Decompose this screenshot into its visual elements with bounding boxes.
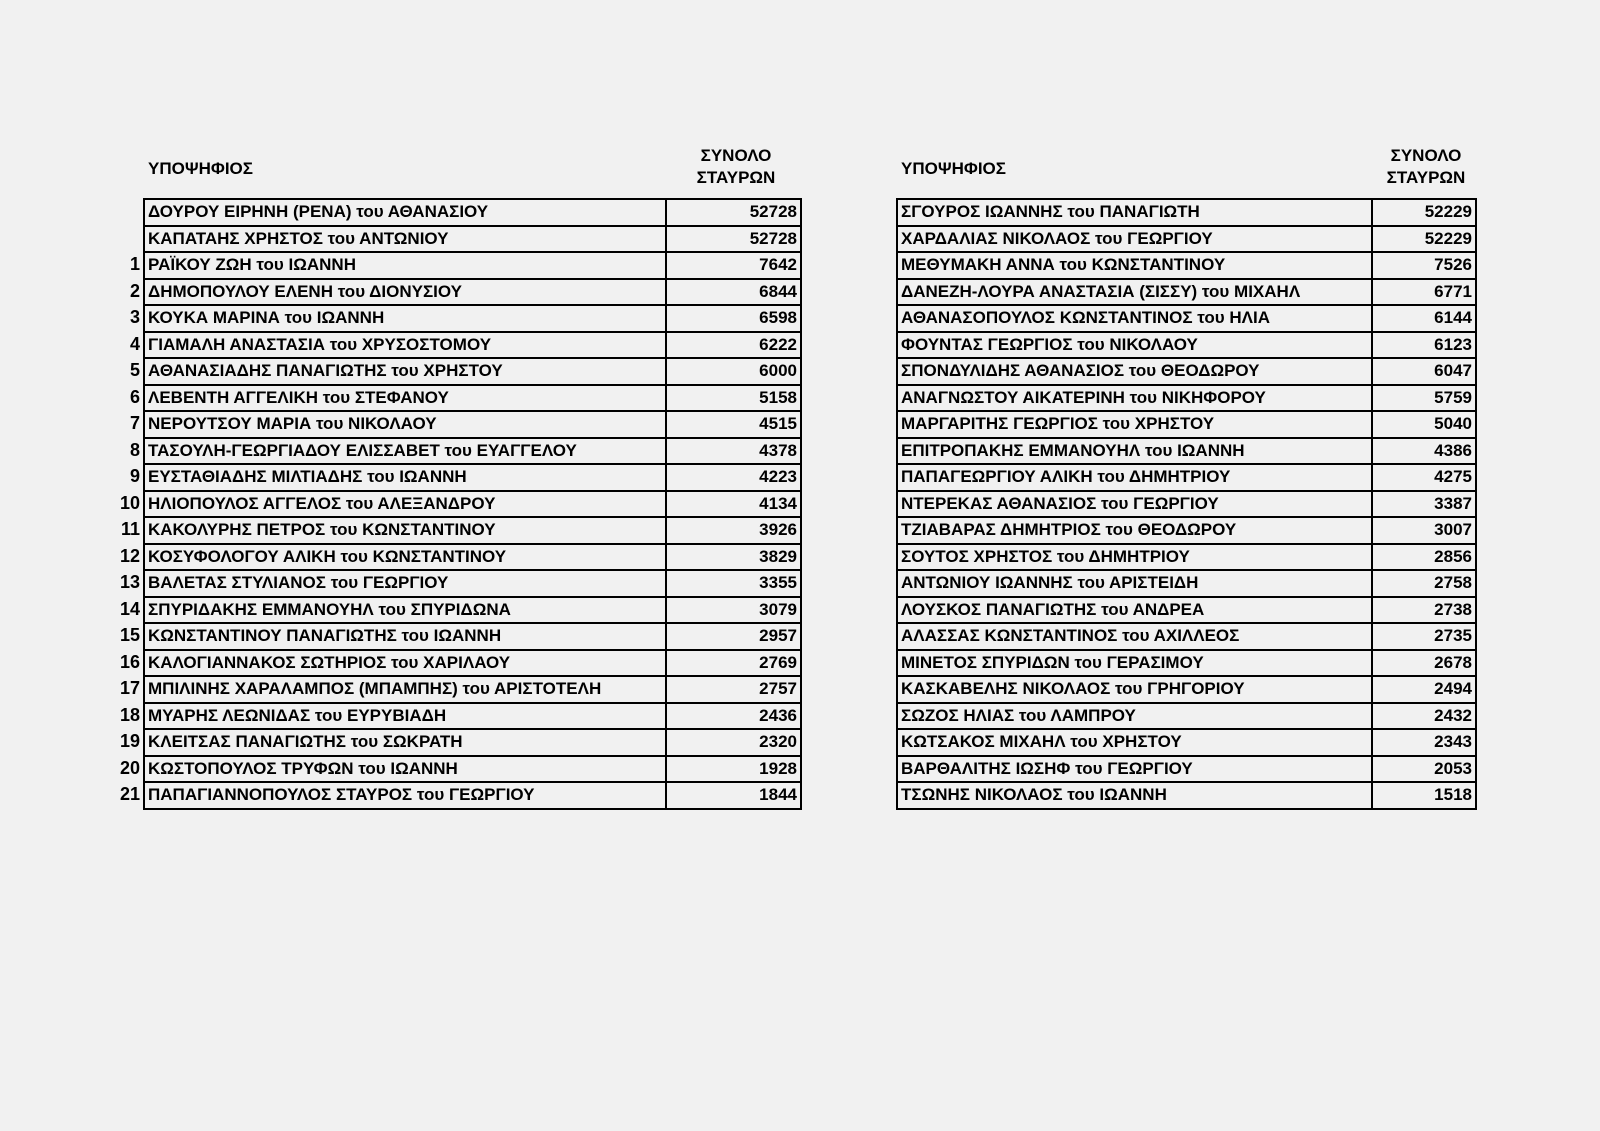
rank-number: 21 — [119, 784, 140, 804]
rank-number: 17 — [119, 678, 140, 698]
rank-number: 11 — [120, 519, 140, 539]
vote-total: 6222 — [666, 332, 801, 359]
left-table-row — [144, 438, 801, 465]
left-table-row — [144, 305, 801, 332]
candidate-name: ΜΑΡΓΑΡΙΤΗΣ ΓΕΩΡΓΙΟΣ του ΧΡΗΣΤΟΥ — [897, 411, 1372, 438]
right-table-row — [897, 703, 1476, 730]
vote-total: 4134 — [666, 491, 801, 518]
rank-number — [108, 198, 140, 225]
vote-total: 2343 — [1372, 729, 1476, 756]
candidate-name: ΛΕΒΕΝΤΗ ΑΓΓΕΛΙΚΗ του ΣΤΕΦΑΝΟΥ — [144, 385, 666, 412]
right-table-row — [897, 517, 1476, 544]
left-candidate-header: ΥΠΟΨΗΦΙΟΣ — [148, 159, 253, 178]
vote-total: 6144 — [1372, 305, 1476, 332]
candidate-name: ΒΑΡΘΑΛΙΤΗΣ ΙΩΣΗΦ του ΓΕΩΡΓΙΟΥ — [897, 756, 1372, 783]
right-table-row — [897, 226, 1476, 253]
candidate-name: ΚΩΣΤΟΠΟΥΛΟΣ ΤΡΥΦΩΝ του ΙΩΑΝΝΗ — [144, 756, 666, 783]
right-table-row — [897, 385, 1476, 412]
left-total-header-line1: ΣΥΝΟΛΟ — [700, 146, 772, 165]
right-table-row — [897, 650, 1476, 677]
vote-total: 3926 — [666, 517, 801, 544]
rank-number: 19 — [119, 731, 140, 751]
candidate-name: ΦΟΥΝΤΑΣ ΓΕΩΡΓΙΟΣ του ΝΙΚΟΛΑΟΥ — [897, 332, 1372, 359]
rank-number: 12 — [119, 545, 140, 566]
vote-total: 2769 — [666, 650, 801, 677]
right-table-row — [897, 491, 1476, 518]
candidate-name: ΑΘΑΝΑΣΙΑΔΗΣ ΠΑΝΑΓΙΩΤΗΣ του ΧΡΗΣΤΟΥ — [144, 358, 666, 385]
right-table-row — [897, 597, 1476, 624]
vote-total: 2738 — [1372, 597, 1476, 624]
candidate-name: ΕΠΙΤΡΟΠΑΚΗΣ ΕΜΜΑΝΟΥΗΛ του ΙΩΑΝΝΗ — [897, 438, 1372, 465]
left-table-row — [144, 491, 801, 518]
rank-number: 2 — [129, 280, 140, 301]
candidate-name: ΣΩΖΟΣ ΗΛΙΑΣ του ΛΑΜΠΡΟΥ — [897, 703, 1372, 730]
candidate-name: ΚΑΣΚΑΒΕΛΗΣ ΝΙΚΟΛΑΟΣ του ΓΡΗΓΟΡΙΟΥ — [897, 676, 1372, 703]
candidate-name: ΣΠΥΡΙΔΑΚΗΣ ΕΜΜΑΝΟΥΗΛ του ΣΠΥΡΙΔΩΝΑ — [144, 597, 666, 624]
rank-number: 7 — [129, 413, 140, 433]
vote-total: 3007 — [1372, 517, 1476, 544]
candidate-name: ΜΙΝΕΤΟΣ ΣΠΥΡΙΔΩΝ του ΓΕΡΑΣΙΜΟΥ — [897, 650, 1372, 677]
rank-number: 16 — [119, 651, 140, 672]
vote-total: 3387 — [1372, 491, 1476, 518]
vote-total: 2436 — [666, 703, 801, 730]
candidate-name: ΚΩΝΣΤΑΝΤΙΝΟΥ ΠΑΝΑΓΙΩΤΗΣ του ΙΩΑΝΝΗ — [144, 623, 666, 650]
candidate-name: ΚΑΛΟΓΙΑΝΝΑΚΟΣ ΣΩΤΗΡΙΟΣ του ΧΑΡΙΛΑΟΥ — [144, 650, 666, 677]
left-total-header — [671, 145, 801, 189]
candidate-name: ΚΑΠΑΤΑΗΣ ΧΡΗΣΤΟΣ του ΑΝΤΩΝΙΟΥ — [144, 226, 666, 253]
candidate-name: ΣΓΟΥΡΟΣ ΙΩΑΝΝΗΣ του ΠΑΝΑΓΙΩΤΗ — [897, 199, 1372, 226]
vote-total: 2957 — [666, 623, 801, 650]
vote-total: 2757 — [666, 676, 801, 703]
candidate-name: ΒΑΛΕΤΑΣ ΣΤΥΛΙΑΝΟΣ του ΓΕΩΡΓΙΟΥ — [144, 570, 666, 597]
vote-total: 5158 — [666, 385, 801, 412]
vote-total: 6123 — [1372, 332, 1476, 359]
left-table-row — [144, 358, 801, 385]
candidate-name: ΣΠΟΝΔΥΛΙΔΗΣ ΑΘΑΝΑΣΙΟΣ του ΘΕΟΔΩΡΟΥ — [897, 358, 1372, 385]
right-table-row — [897, 358, 1476, 385]
vote-total: 3079 — [666, 597, 801, 624]
rank-number: 6 — [129, 386, 140, 407]
vote-total: 6844 — [666, 279, 801, 306]
right-table-row — [897, 756, 1476, 783]
vote-total: 7642 — [666, 252, 801, 279]
candidate-name: ΔΟΥΡΟΥ ΕΙΡΗΝΗ (ΡΕΝΑ) του ΑΘΑΝΑΣΙΟΥ — [144, 199, 666, 226]
right-table-row — [897, 199, 1476, 226]
left-total-header-line2: ΣΤΑΥΡΩΝ — [696, 168, 776, 187]
vote-total: 2856 — [1372, 544, 1476, 571]
right-total-header — [1361, 145, 1491, 189]
right-total-header-line2: ΣΤΑΥΡΩΝ — [1386, 168, 1466, 187]
rank-number: 20 — [119, 757, 140, 778]
vote-total: 7526 — [1372, 252, 1476, 279]
vote-total: 3829 — [666, 544, 801, 571]
vote-total: 4275 — [1372, 464, 1476, 491]
candidate-name: ΔΑΝΕΖΗ-ΛΟΥΡΑ ΑΝΑΣΤΑΣΙΑ (ΣΙΣΣΥ) του ΜΙΧΑΗΛ — [897, 279, 1372, 306]
right-table-row — [897, 411, 1476, 438]
candidate-name: ΚΩΤΣΑΚΟΣ ΜΙΧΑΗΛ του ΧΡΗΣΤΟΥ — [897, 729, 1372, 756]
left-table-row — [144, 703, 801, 730]
rank-number: 8 — [129, 439, 140, 460]
candidate-name: ΑΝΑΓΝΩΣΤΟΥ ΑΙΚΑΤΕΡΙΝΗ του ΝΙΚΗΦΟΡΟΥ — [897, 385, 1372, 412]
left-table-row — [144, 676, 801, 703]
rank-number: 14 — [119, 598, 140, 619]
candidate-name: ΑΝΤΩΝΙΟΥ ΙΩΑΝΝΗΣ του ΑΡΙΣΤΕΙΔΗ — [897, 570, 1372, 597]
left-table-row — [144, 756, 801, 783]
left-table-row — [144, 544, 801, 571]
vote-total: 2735 — [1372, 623, 1476, 650]
rank-number: 13 — [119, 572, 140, 592]
vote-total: 1844 — [666, 782, 801, 809]
left-table-row — [144, 199, 801, 226]
candidate-name: ΜΕΘΥΜΑΚΗ ΑΝΝΑ του ΚΩΝΣΤΑΝΤΙΝΟΥ — [897, 252, 1372, 279]
rank-number: 9 — [129, 466, 140, 486]
candidate-name: ΓΙΑΜΑΛΗ ΑΝΑΣΤΑΣΙΑ του ΧΡΥΣΟΣΤΟΜΟΥ — [144, 332, 666, 359]
left-results-table — [143, 198, 802, 810]
rank-number: 5 — [129, 360, 140, 380]
candidate-name: ΤΑΣΟΥΛΗ-ΓΕΩΡΓΙΑΔΟΥ ΕΛΙΣΣΑΒΕΤ του ΕΥΑΓΓΕΛΟΥ — [144, 438, 666, 465]
vote-total: 2320 — [666, 729, 801, 756]
candidate-name: ΜΥΑΡΗΣ ΛΕΩΝΙΔΑΣ του ΕΥΡΥΒΙΑΔΗ — [144, 703, 666, 730]
vote-total: 2758 — [1372, 570, 1476, 597]
right-table-row — [897, 570, 1476, 597]
right-table-row — [897, 623, 1476, 650]
vote-total: 52229 — [1372, 226, 1476, 253]
candidate-name: ΚΑΚΟΛΥΡΗΣ ΠΕΤΡΟΣ του ΚΩΝΣΤΑΝΤΙΝΟΥ — [144, 517, 666, 544]
rank-number: 1 — [129, 254, 140, 274]
left-table-row — [144, 226, 801, 253]
right-table-row — [897, 676, 1476, 703]
left-table-row — [144, 517, 801, 544]
vote-total: 52728 — [666, 199, 801, 226]
vote-total: 4386 — [1372, 438, 1476, 465]
candidate-name: ΤΖΙΑΒΑΡΑΣ ΔΗΜΗΤΡΙΟΣ του ΘΕΟΔΩΡΟΥ — [897, 517, 1372, 544]
candidate-name: ΡΑΪΚΟΥ ΖΩΗ του ΙΩΑΝΝΗ — [144, 252, 666, 279]
right-total-header-line1: ΣΥΝΟΛΟ — [1390, 146, 1462, 165]
left-table-row — [144, 597, 801, 624]
candidate-name: ΝΕΡΟΥΤΣΟΥ ΜΑΡΙΑ του ΝΙΚΟΛΑΟΥ — [144, 411, 666, 438]
vote-total: 2678 — [1372, 650, 1476, 677]
left-table-row — [144, 464, 801, 491]
left-table-row — [144, 782, 801, 809]
rank-number: 18 — [119, 704, 140, 725]
candidate-name: ΚΛΕΙΤΣΑΣ ΠΑΝΑΓΙΩΤΗΣ του ΣΩΚΡΑΤΗ — [144, 729, 666, 756]
vote-total: 1928 — [666, 756, 801, 783]
vote-total: 6047 — [1372, 358, 1476, 385]
right-table-row — [897, 729, 1476, 756]
vote-total: 3355 — [666, 570, 801, 597]
vote-total: 4378 — [666, 438, 801, 465]
candidate-name: ΠΑΠΑΓΙΑΝΝΟΠΟΥΛΟΣ ΣΤΑΥΡΟΣ του ΓΕΩΡΓΙΟΥ — [144, 782, 666, 809]
rank-column — [108, 198, 140, 808]
left-table-row — [144, 252, 801, 279]
right-table-row — [897, 279, 1476, 306]
left-table-row — [144, 279, 801, 306]
candidate-name: ΧΑΡΔΑΛΙΑΣ ΝΙΚΟΛΑΟΣ του ΓΕΩΡΓΙΟΥ — [897, 226, 1372, 253]
vote-total: 4223 — [666, 464, 801, 491]
left-table-row — [144, 411, 801, 438]
right-table-row — [897, 464, 1476, 491]
vote-total: 1518 — [1372, 782, 1476, 809]
vote-total: 52728 — [666, 226, 801, 253]
vote-total: 2432 — [1372, 703, 1476, 730]
candidate-name: ΜΠΙΛΙΝΗΣ ΧΑΡΑΛΑΜΠΟΣ (ΜΠΑΜΠΗΣ) του ΑΡΙΣΤΟΤΕΛΗ — [144, 676, 666, 703]
vote-total: 5040 — [1372, 411, 1476, 438]
vote-total: 2494 — [1372, 676, 1476, 703]
vote-total: 52229 — [1372, 199, 1476, 226]
vote-total: 4515 — [666, 411, 801, 438]
candidate-name: ΣΟΥΤΟΣ ΧΡΗΣΤΟΣ του ΔΗΜΗΤΡΙΟΥ — [897, 544, 1372, 571]
left-table-row — [144, 570, 801, 597]
left-table-row — [144, 650, 801, 677]
candidate-name: ΛΟΥΣΚΟΣ ΠΑΝΑΓΙΩΤΗΣ του ΑΝΔΡΕΑ — [897, 597, 1372, 624]
candidate-name: ΑΛΑΣΣΑΣ ΚΩΝΣΤΑΝΤΙΝΟΣ του ΑΧΙΛΛΕΟΣ — [897, 623, 1372, 650]
right-table-row — [897, 782, 1476, 809]
left-table-row — [144, 332, 801, 359]
right-table-row — [897, 332, 1476, 359]
right-results-table — [896, 198, 1477, 810]
rank-number: 15 — [119, 625, 140, 645]
vote-total: 6771 — [1372, 279, 1476, 306]
rank-number — [108, 225, 140, 252]
candidate-name: ΔΗΜΟΠΟΥΛΟΥ ΕΛΕΝΗ του ΔΙΟΝΥΣΙΟΥ — [144, 279, 666, 306]
rank-number: 10 — [119, 492, 140, 513]
candidate-name: ΝΤΕΡΕΚΑΣ ΑΘΑΝΑΣΙΟΣ του ΓΕΩΡΓΙΟΥ — [897, 491, 1372, 518]
right-table-row — [897, 438, 1476, 465]
candidate-name: ΗΛΙΟΠΟΥΛΟΣ ΑΓΓΕΛΟΣ του ΑΛΕΞΑΝΔΡΟΥ — [144, 491, 666, 518]
left-table-row — [144, 385, 801, 412]
vote-total: 6000 — [666, 358, 801, 385]
right-table-row — [897, 252, 1476, 279]
candidate-name: ΑΘΑΝΑΣΟΠΟΥΛΟΣ ΚΩΝΣΤΑΝΤΙΝΟΣ του ΗΛΙΑ — [897, 305, 1372, 332]
candidate-name: ΕΥΣΤΑΘΙΑΔΗΣ ΜΙΛΤΙΑΔΗΣ του ΙΩΑΝΝΗ — [144, 464, 666, 491]
candidate-name: ΚΟΣΥΦΟΛΟΓΟΥ ΑΛΙΚΗ του ΚΩΝΣΤΑΝΤΙΝΟΥ — [144, 544, 666, 571]
right-table-row — [897, 544, 1476, 571]
right-candidate-header: ΥΠΟΨΗΦΙΟΣ — [901, 159, 1006, 178]
rank-number: 3 — [129, 307, 140, 327]
vote-total: 6598 — [666, 305, 801, 332]
candidate-name: ΤΣΩΝΗΣ ΝΙΚΟΛΑΟΣ του ΙΩΑΝΝΗ — [897, 782, 1372, 809]
rank-number: 4 — [129, 333, 140, 354]
candidate-name: ΚΟΥΚΑ ΜΑΡΙΝΑ του ΙΩΑΝΝΗ — [144, 305, 666, 332]
vote-total: 5759 — [1372, 385, 1476, 412]
left-table-row — [144, 623, 801, 650]
right-table-row — [897, 305, 1476, 332]
left-table-row — [144, 729, 801, 756]
candidate-name: ΠΑΠΑΓΕΩΡΓΙΟΥ ΑΛΙΚΗ του ΔΗΜΗΤΡΙΟΥ — [897, 464, 1372, 491]
vote-total: 2053 — [1372, 756, 1476, 783]
